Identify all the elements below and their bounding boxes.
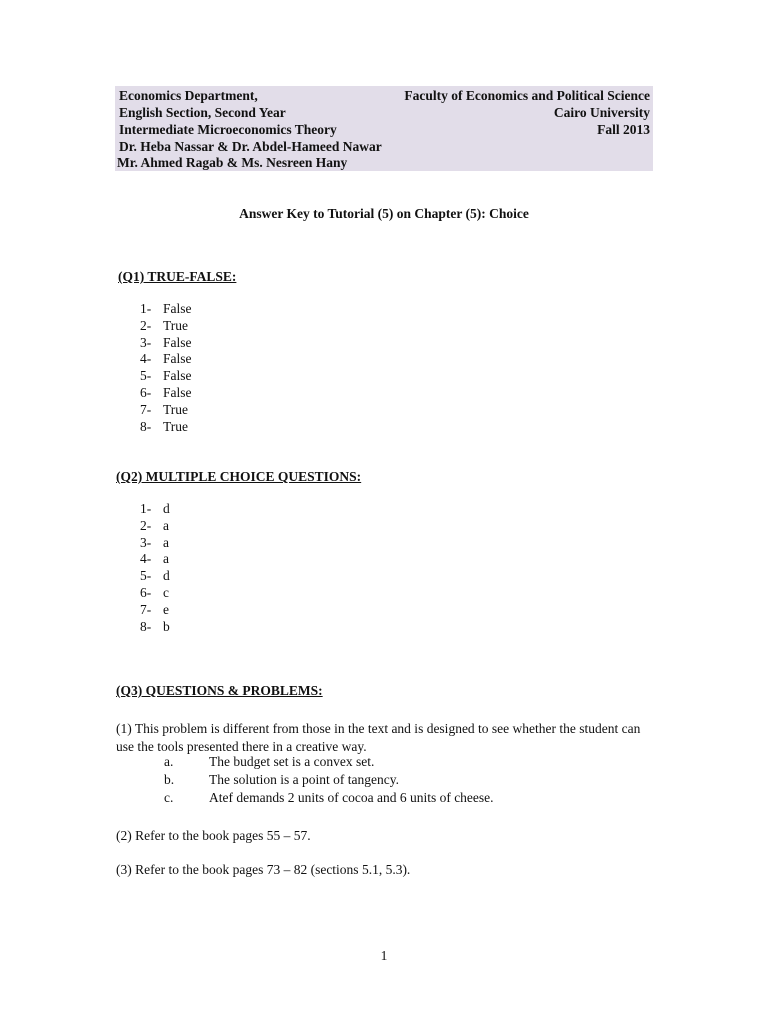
university-name: Cairo University (553, 105, 650, 120)
item-answer: True (163, 401, 189, 417)
item-number: 6- (140, 584, 152, 600)
sub-answer-text: The solution is a point of tangency. (209, 772, 399, 787)
item-answer: False (163, 334, 192, 350)
q3-problem-1: (1) This problem is different from those in the text and is designed to see whether the student can use the tools presented there in a creative way. (116, 721, 641, 754)
item-number: 6- (140, 384, 152, 400)
item-answer: b (163, 618, 170, 634)
item-answer: a (163, 534, 169, 550)
assistants: Mr. Ahmed Ragab & Ms. Nesreen Hany (117, 155, 348, 170)
department-name: Economics Department, (119, 88, 258, 103)
item-answer: e (163, 601, 169, 617)
item-answer: a (163, 517, 169, 533)
sub-answer-letter: b. (164, 772, 175, 787)
q1-heading: (Q1) TRUE-FALSE: (118, 269, 237, 284)
item-number: 2- (140, 517, 152, 533)
sub-answer-text: The budget set is a convex set. (209, 754, 375, 769)
item-number: 7- (140, 601, 152, 617)
header-box (115, 86, 653, 171)
course-name: Intermediate Microeconomics Theory (119, 122, 337, 137)
document-title: Answer Key to Tutorial (5) on Chapter (5): Choice (239, 206, 529, 221)
item-number: 4- (140, 551, 152, 567)
header-row-2 (119, 104, 650, 121)
page-number: 1 (380, 948, 388, 963)
item-answer: a (163, 551, 169, 567)
faculty-name: Faculty of Economics and Political Science (404, 88, 650, 103)
item-number: 8- (140, 618, 152, 634)
sub-answer-letter: a. (164, 754, 174, 769)
item-number: 8- (140, 418, 152, 434)
item-answer: False (163, 351, 192, 367)
sub-answer-letter: c. (164, 790, 174, 805)
q3-problem-2: (2) Refer to the book pages 55 – 57. (116, 828, 311, 843)
item-number: 3- (140, 334, 152, 350)
item-number: 5- (140, 568, 152, 584)
item-answer: d (163, 501, 170, 516)
q3-problem-3: (3) Refer to the book pages 73 – 82 (sections 5.1, 5.3). (116, 862, 411, 877)
header-row-4 (119, 138, 650, 155)
q2-heading: (Q2) MULTIPLE CHOICE QUESTIONS: (116, 469, 362, 484)
item-number: 1- (140, 301, 152, 316)
sub-answer-text: Atef demands 2 units of cocoa and 6 units of cheese. (209, 790, 494, 805)
q3-heading: (Q3) QUESTIONS & PROBLEMS: (116, 683, 323, 698)
header-row-3 (119, 121, 650, 138)
item-number: 7- (140, 401, 152, 417)
item-answer: False (163, 384, 192, 400)
item-answer: True (163, 317, 189, 333)
item-answer: c (163, 584, 169, 600)
item-answer: False (163, 368, 192, 384)
item-number: 3- (140, 534, 152, 550)
item-number: 1- (140, 501, 152, 516)
header-row-1 (119, 87, 650, 104)
item-answer: False (163, 301, 192, 316)
item-number: 5- (140, 368, 152, 384)
section-year: English Section, Second Year (119, 105, 286, 120)
instructors: Dr. Heba Nassar & Dr. Abdel-Hameed Nawar (119, 139, 382, 154)
item-answer: True (163, 418, 189, 434)
term: Fall 2013 (597, 122, 650, 137)
item-number: 4- (140, 351, 152, 367)
header-row-5 (119, 154, 650, 171)
item-number: 2- (140, 317, 152, 333)
item-answer: d (163, 568, 170, 584)
